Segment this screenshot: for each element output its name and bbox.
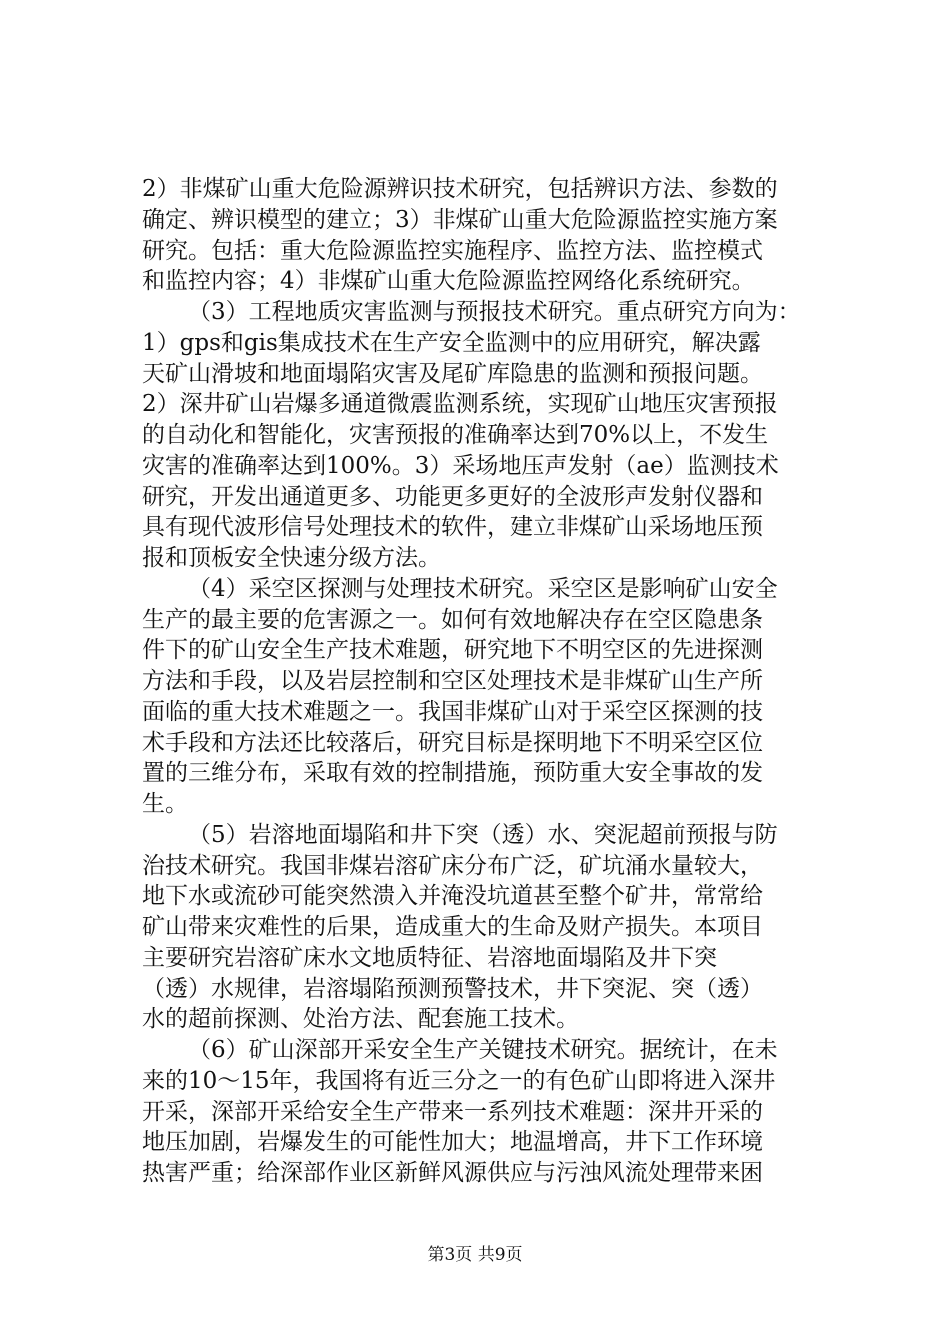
paragraph-start-line: （3）工程地质灾害监测与预报技术研究。重点研究方向为：	[188, 299, 801, 325]
text-line: 研究。包括：重大危险源监控实施程序、监控方法、监控模式	[142, 237, 763, 264]
body-text	[142, 174, 814, 1189]
text-line: 主要研究岩溶矿床水文地质特征、岩溶地面塌陷及井下突	[142, 944, 717, 971]
text-line: 生。	[142, 791, 188, 817]
text-line: 来的10～15年，我国将有近三分之一的有色矿山即将进入深井	[142, 1067, 776, 1094]
text-line: 天矿山滑坡和地面塌陷灾害及尾矿库隐患的监测和预报问题。	[142, 360, 763, 387]
text-line: 术手段和方法还比较落后，研究目标是探明地下不明采空区位	[142, 729, 763, 756]
text-line: 确定、辨识模型的建立；3）非煤矿山重大危险源监控实施方案	[142, 206, 778, 233]
text-line: 矿山带来灾难性的后果，造成重大的生命及财产损失。本项目	[142, 914, 763, 940]
paragraph-start-line: （6）矿山深部开采安全生产关键技术研究。据统计，在未	[188, 1037, 778, 1063]
text-line: 面临的重大技术难题之一。我国非煤矿山对于采空区探测的技	[142, 698, 763, 725]
text-line: 治技术研究。我国非煤岩溶矿床分布广泛，矿坑涌水量较大，	[142, 852, 763, 879]
text-line: 件下的矿山安全生产技术难题，研究地下不明空区的先进探测	[142, 637, 763, 664]
text-line: 具有现代波形信号处理技术的软件，建立非煤矿山采场地压预	[142, 514, 763, 541]
text-line: 灾害的准确率达到100%。3）采场地压声发射（ae）监测技术	[142, 452, 779, 479]
text-line: 报和顶板安全快速分级方法。	[142, 545, 441, 571]
text-line: 水的超前探测、处治方法、配套施工技术。	[142, 1006, 579, 1033]
paragraph-start-line: （4）采空区探测与处理技术研究。采空区是影响矿山安全	[188, 575, 778, 602]
text-line: 生产的最主要的危害源之一。如何有效地解决存在空区隐患条	[142, 606, 763, 633]
text-line: 置的三维分布，采取有效的控制措施，预防重大安全事故的发	[142, 760, 763, 787]
paragraph-start-line: （5）岩溶地面塌陷和井下突（透）水、突泥超前预报与防	[188, 821, 778, 848]
text-line: 2）深井矿山岩爆多通道微震监测系统，实现矿山地压灾害预报	[142, 391, 778, 418]
text-line: 热害严重；给深部作业区新鲜风源供应与污浊风流处理带来困	[142, 1160, 763, 1186]
page-number-footer: 第3页 共9页	[427, 1245, 523, 1265]
text-line: 1）gps和gis集成技术在生产安全监测中的应用研究，解决露	[142, 329, 761, 356]
text-line: 开采，深部开采给安全生产带来一系列技术难题：深井开采的	[142, 1098, 763, 1125]
text-line: 2）非煤矿山重大危险源辨识技术研究，包括辨识方法、参数的	[142, 176, 778, 202]
text-line: （透）水规律，岩溶塌陷预测预警技术，井下突泥、突（透）	[142, 975, 763, 1002]
text-line: 研究，开发出通道更多、功能更多更好的全波形声发射仪器和	[142, 483, 763, 510]
text-line: 方法和手段，以及岩层控制和空区处理技术是非煤矿山生产所	[142, 668, 763, 694]
text-line: 和监控内容；4）非煤矿山重大危险源监控网络化系统研究。	[142, 268, 755, 295]
text-line: 的自动化和智能化，灾害预报的准确率达到70%以上，不发生	[142, 422, 769, 448]
text-line: 地下水或流砂可能突然溃入并淹没坑道甚至整个矿井，常常给	[142, 883, 763, 910]
text-line: 地压加剧，岩爆发生的可能性加大；地温增高，井下工作环境	[142, 1129, 763, 1156]
